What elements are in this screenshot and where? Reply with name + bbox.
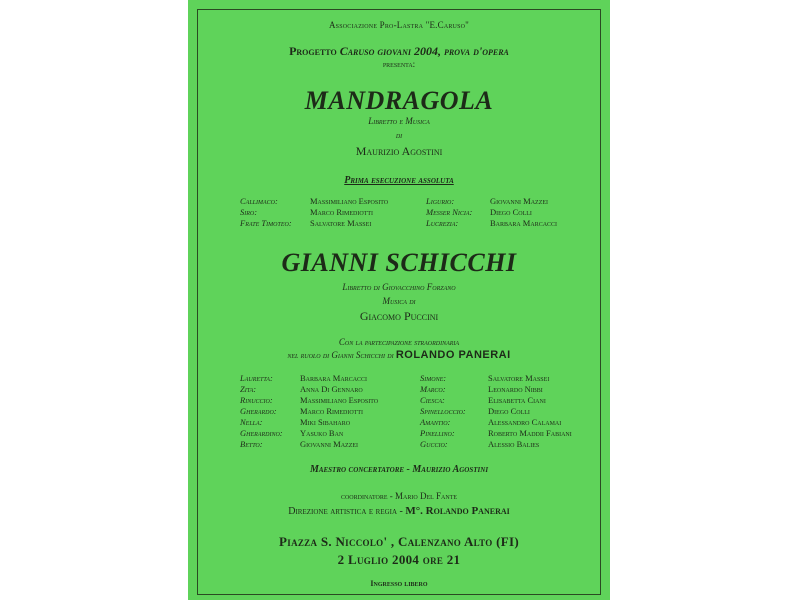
cast-row: Simone: Salvatore Massei: [420, 373, 550, 383]
guest-line: nel ruolo di Gianni Schicchi di ROLANDO PANERAI: [287, 349, 511, 361]
project-prefix: Progetto: [289, 44, 337, 58]
cast-row: Gherardo: Marco Rimediotti: [240, 406, 364, 416]
flyer-sheet: [188, 0, 610, 600]
schicchi-cast-left: [240, 373, 378, 450]
cast-row: Lauretta: Barbara Marcacci: [240, 373, 368, 383]
maestro-line: Maestro concertatore - Maurizio Agostini: [309, 464, 489, 475]
mandragola-author: Maurizio Agostini: [355, 144, 443, 158]
cast-row: Rinuccio: Massimiliano Esposito: [240, 395, 379, 405]
schicchi-musica: Musica di: [382, 296, 416, 306]
cast-row: Siro: Marco Rimediotti: [240, 207, 374, 217]
cast-row: Betto: Giovanni Mazzei: [240, 439, 359, 449]
director-name: M°. Rolando Panerai: [405, 505, 510, 517]
premiere-label: Prima esecuzione assoluta: [344, 175, 454, 186]
cast-row: Messer Nicia: Diego Colli: [426, 207, 532, 217]
coordinator-line: coordinatore - Mario Del Fante: [340, 491, 458, 501]
date-line: 2 Luglio 2004 ore 21: [337, 552, 461, 567]
cast-row: Zita: Anna Di Gennaro: [240, 384, 363, 394]
cast-row: Ciesca: Elisabetta Ciani: [420, 395, 546, 405]
guest-name: ROLANDO PANERAI: [395, 349, 511, 361]
venue-line: Piazza S. Niccolo' , Calenzano Alto (FI): [279, 534, 519, 549]
mandragola-di: di: [395, 130, 403, 140]
cast-row: Gherardino: Yasuko Ban: [240, 428, 344, 438]
entry-line: Ingresso libero: [370, 579, 428, 588]
cast-row: Spinelloccio: Diego Colli: [420, 406, 530, 416]
mandragola-cast-left: [240, 196, 388, 229]
project-name: Caruso giovani 2004, prova d'opera: [339, 44, 509, 58]
cast-row: Lucrezia: Barbara Marcacci: [426, 218, 558, 228]
project-line: [188, 45, 610, 57]
cast-row: Frate Timoteo: Salvatore Massei: [240, 218, 372, 228]
cast-row: Guccio: Alessio Balies: [420, 439, 540, 449]
cast-row: Amantio: Alessandro Calamai: [420, 417, 562, 427]
cast-row: Pinellino: Roberto Maddii Fabiani: [420, 428, 572, 438]
cast-row: Marco: Leonardo Nibbi: [420, 384, 543, 394]
participation-line: Con la partecipazione straordinaria: [338, 337, 460, 347]
association-line: Associazione Pro-Lastra "E.Caruso": [328, 20, 470, 30]
mandragola-libretto: Libretto e Musica: [368, 116, 430, 126]
cast-row: Ligurio: Giovanni Mazzei: [426, 196, 549, 206]
schicchi-cast-right: [420, 373, 572, 450]
schicchi-title: GIANNI SCHICCHI: [281, 248, 517, 277]
mandragola-title: MANDRAGOLA: [304, 86, 494, 115]
schicchi-libretto: Libretto di Giovacchino Forzano: [342, 282, 456, 292]
cast-row: Callimaco: Massimiliano Esposito: [240, 196, 389, 206]
cast-row: Nella: Miki Sibaharo: [240, 417, 351, 427]
schicchi-composer: Giacomo Puccini: [359, 309, 439, 323]
direction-line: Direzione artistica e regia - M°. Rolando Panerai: [288, 505, 510, 517]
mandragola-cast-right: [426, 196, 557, 229]
presenta-line: presenta:: [382, 59, 416, 69]
